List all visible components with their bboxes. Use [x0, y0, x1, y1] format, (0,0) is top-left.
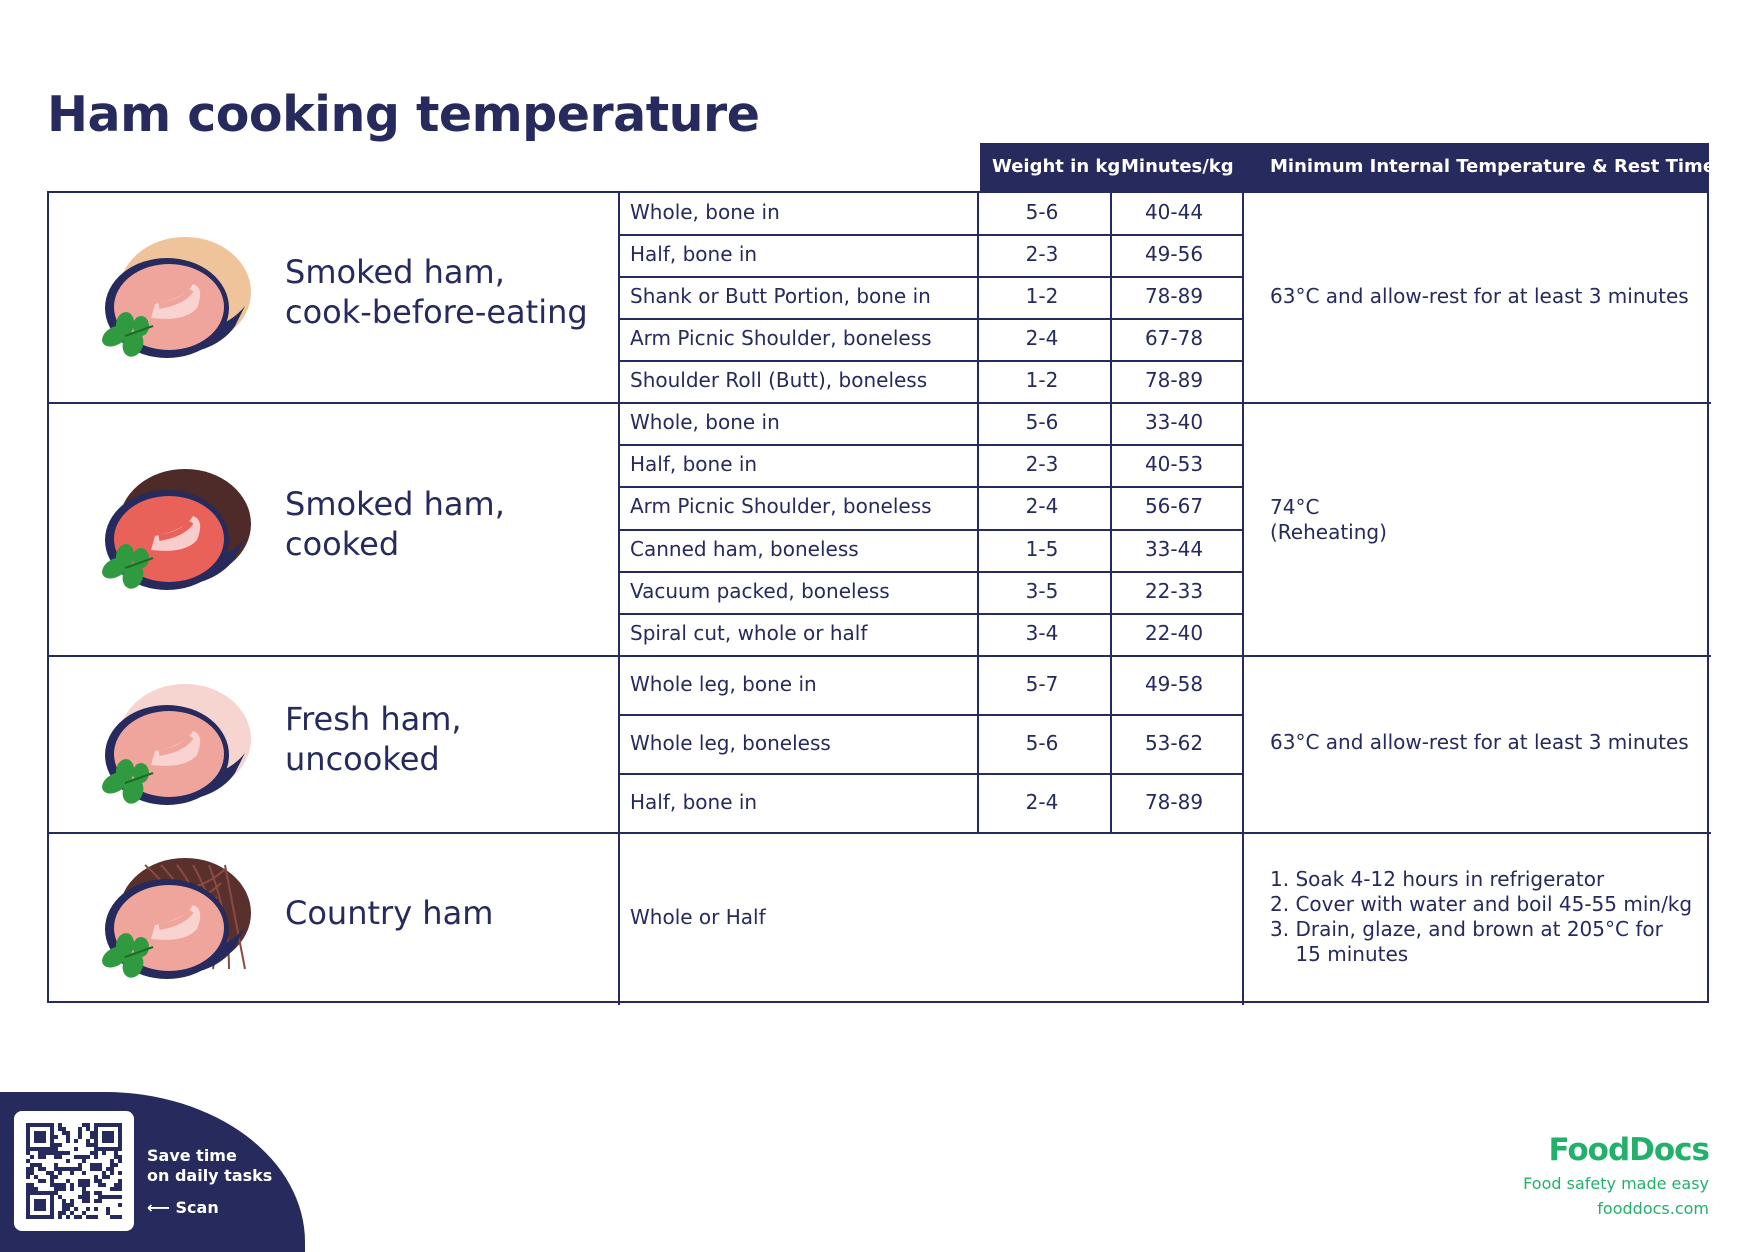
temperature-note-line: 63°C and allow-rest for at least 3 minutes: [1270, 283, 1689, 308]
weight-value: 1-5: [1025, 536, 1059, 561]
minutes-value: 40-53: [1144, 452, 1204, 477]
weight-value: 3-5: [1025, 578, 1059, 603]
table-column-divider: [1242, 193, 1244, 403]
category-name-line: Country ham: [285, 894, 494, 932]
table-row-divider: [619, 276, 1243, 278]
qr-code[interactable]: [14, 1111, 134, 1231]
temperature-note: [1270, 730, 1689, 755]
table-row-divider: [49, 655, 1711, 657]
cut-name: Whole, bone in: [630, 410, 780, 435]
cut-name: Spiral cut, whole or half: [630, 620, 868, 645]
temperature-note-line: (Reheating): [1270, 519, 1387, 544]
temperature-note: [1270, 867, 1692, 967]
category-name-line: Smoked ham,: [285, 484, 505, 523]
weight-value: 2-3: [1025, 452, 1059, 477]
weight-value: 5-6: [1025, 730, 1059, 755]
col-minutes-header: Minutes/kg: [1121, 156, 1234, 177]
minutes-value: 53-62: [1144, 730, 1204, 755]
category-name-line: Smoked ham,: [285, 253, 505, 291]
minutes-value: 78-89: [1144, 368, 1204, 392]
cut-name: Whole leg, boneless: [630, 730, 831, 755]
table-column-divider: [1242, 656, 1244, 833]
table-row-divider: [619, 360, 1243, 362]
weight-value: 2-4: [1025, 494, 1059, 519]
table-column-divider: [1242, 833, 1244, 1005]
minutes-value: 78-89: [1144, 789, 1204, 814]
cut-name: Whole leg, bone in: [630, 671, 817, 696]
temperature-note-line: 74°C: [1270, 494, 1320, 519]
table-row-divider: [619, 529, 1243, 531]
cut-name: Half, bone in: [630, 452, 758, 477]
table-row-divider: [49, 832, 1711, 834]
minutes-value: 33-44: [1144, 536, 1204, 561]
table-header: [980, 143, 1716, 191]
weight-value: 5-6: [1025, 410, 1059, 435]
category-name-line: Fresh ham,: [285, 699, 462, 738]
weight-value: 3-4: [1025, 620, 1059, 645]
category-name-line: cooked: [285, 524, 400, 563]
cut-name: Whole or Half: [630, 905, 766, 929]
minutes-value: 33-40: [1144, 410, 1204, 435]
minutes-value: 78-89: [1144, 284, 1204, 308]
weight-value: 2-3: [1025, 242, 1059, 266]
smoked-ham-raw-icon: [85, 226, 255, 366]
temperature-note: [1270, 495, 1387, 545]
page-title: Ham cooking temperature: [47, 86, 760, 143]
cut-name: Half, bone in: [630, 789, 758, 814]
category-name: [285, 699, 462, 779]
weight-value: 1-2: [1025, 284, 1059, 308]
cut-name: Whole, bone in: [630, 200, 780, 224]
table-column-divider: [618, 656, 620, 833]
table-row-divider: [619, 486, 1243, 488]
minutes-value: 49-56: [1144, 242, 1204, 266]
category-name-line: uncooked: [285, 739, 440, 778]
temperature-note-line: 1. Soak 4-12 hours in refrigerator: [1270, 867, 1605, 891]
badge-line-1: Save time: [147, 1146, 237, 1165]
weight-value: 1-2: [1025, 368, 1059, 392]
category-name: [285, 252, 588, 332]
table-row-divider: [619, 234, 1243, 236]
badge-line-2: on daily tasks: [147, 1166, 273, 1185]
table-row-divider: [619, 613, 1243, 615]
cut-name: Arm Picnic Shoulder, boneless: [630, 494, 932, 519]
temperature-note-line: 3. Drain, glaze, and brown at 205°C for: [1270, 917, 1663, 941]
weight-value: 2-4: [1025, 326, 1059, 350]
category-name: [285, 893, 493, 933]
brand-tagline: Food safety made easy: [1523, 1174, 1709, 1193]
category-name: [285, 484, 505, 564]
smoked-ham-cooked-icon: [85, 458, 255, 598]
cut-name: Shoulder Roll (Butt), boneless: [630, 368, 928, 392]
col-weight-header: Weight in kg: [992, 156, 1121, 177]
cut-name: Arm Picnic Shoulder, boneless: [630, 326, 932, 350]
category-name-line: cook-before-eating: [285, 293, 588, 331]
cut-name: Vacuum packed, boneless: [630, 578, 890, 603]
cut-name: Half, bone in: [630, 242, 758, 266]
table-row-divider: [619, 318, 1243, 320]
weight-value: 5-6: [1025, 200, 1059, 224]
cut-name: Shank or Butt Portion, bone in: [630, 284, 931, 308]
col-temp-header: Minimum Internal Temperature & Rest Time: [1270, 156, 1716, 177]
table-column-divider: [618, 193, 620, 403]
table-row-divider: [619, 773, 1243, 775]
table-row-divider: [619, 714, 1243, 716]
minutes-value: 49-58: [1144, 671, 1204, 696]
temperature-note-line: 63°C and allow-rest for at least 3 minutes: [1270, 730, 1689, 754]
brand-url[interactable]: fooddocs.com: [1597, 1199, 1709, 1218]
fresh-ham-icon: [85, 673, 255, 813]
temperature-note: [1270, 284, 1689, 309]
table-column-divider: [618, 833, 620, 1005]
weight-value: 2-4: [1025, 789, 1059, 814]
country-ham-icon: [85, 847, 255, 987]
minutes-value: 22-40: [1144, 620, 1204, 645]
cut-name: Canned ham, boneless: [630, 536, 859, 561]
table-row-divider: [619, 444, 1243, 446]
scan-label[interactable]: ⟵ Scan: [147, 1198, 219, 1217]
brand-logo[interactable]: FoodDocs: [1548, 1132, 1709, 1168]
minutes-value: 67-78: [1144, 326, 1204, 350]
minutes-value: 40-44: [1144, 200, 1204, 224]
temperature-note-line: 15 minutes: [1270, 942, 1409, 966]
table-row-divider: [619, 571, 1243, 573]
minutes-value: 22-33: [1144, 578, 1204, 603]
temperature-note-line: 2. Cover with water and boil 45-55 min/kg: [1270, 892, 1693, 916]
weight-value: 5-7: [1025, 671, 1059, 696]
table-row-divider: [49, 402, 1711, 404]
minutes-value: 56-67: [1144, 494, 1204, 519]
